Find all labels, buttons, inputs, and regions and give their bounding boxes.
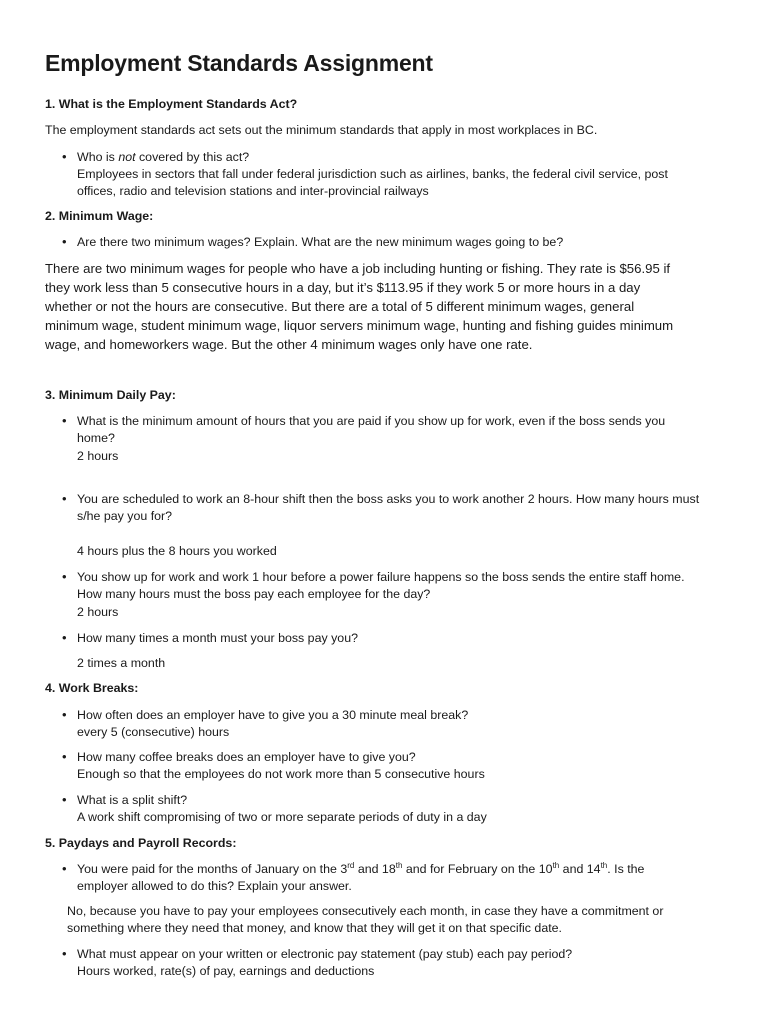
section-4-answer-1: every 5 (consecutive) hours — [77, 725, 230, 739]
section-3-question-1-cont: home? — [77, 431, 115, 445]
section-3-answer-2: 4 hours plus the 8 hours you worked — [77, 544, 277, 558]
section-3-question-4: • How many times a month must your boss pay you? — [77, 629, 737, 647]
section-3-question-2-cont: s/he pay you for? — [77, 509, 173, 523]
section-1-intro: The employment standards act sets out the minimum standards that apply in most workplaces in BC. — [45, 123, 598, 137]
section-2-paragraph-line-4: minimum wage, student minimum wage, liquor servers minimum wage, hunting and fishing guides minimum — [45, 318, 674, 333]
section-1-answer-line-1: Employees in sectors that fall under federal jurisdiction such as airlines, banks, the federal civil service, post — [77, 167, 668, 181]
section-1-answer-line-2: offices, radio and television stations and inter-provincial railways — [77, 184, 429, 198]
section-1-question: • Who is not covered by this act? — [77, 148, 737, 166]
section-4-question-2: • How many coffee breaks does an employer have to give you? — [77, 748, 737, 766]
section-5-answer-2: Hours worked, rate(s) of pay, earnings and deductions — [77, 964, 375, 978]
section-1-heading: 1. What is the Employment Standards Act? — [45, 97, 298, 111]
section-3-heading: 3. Minimum Daily Pay: — [45, 388, 176, 402]
section-3-question-3-cont: How many hours must the boss pay each employee for the day? — [77, 587, 431, 601]
section-5-question-1-cont: employer allowed to do this? Explain your answer. — [77, 879, 352, 893]
section-5-paragraph-line-2: something where they need that money, and know that they will get it on that specific date. — [67, 921, 562, 935]
section-5-heading: 5. Paydays and Payroll Records: — [45, 836, 237, 850]
section-3-question-2: • You are scheduled to work an 8-hour shift then the boss asks you to work another 2 hours. How many hours must — [77, 490, 737, 508]
section-3-answer-1: 2 hours — [77, 449, 119, 463]
section-4-heading: 4. Work Breaks: — [45, 681, 139, 695]
section-3-question-3: • You show up for work and work 1 hour before a power failure happens so the boss sends the entire staff home. — [77, 568, 737, 586]
page-title: Employment Standards Assignment — [45, 50, 433, 76]
section-3-answer-4: 2 times a month — [77, 656, 166, 670]
section-5-question-1: • You were paid for the months of January on the 3rd and 18th and for February on the 10th and 14th. Is the — [77, 860, 737, 878]
section-2-paragraph-line-3: whether or not the hours are consecutive. But there are a total of 5 different minimum wages, general — [45, 299, 635, 314]
section-4-question-3: • What is a split shift? — [77, 791, 737, 809]
section-2-paragraph-line-5: wage, and homeworkers wage. But the other 4 minimum wages only have one rate. — [45, 337, 533, 352]
section-3-answer-3: 2 hours — [77, 605, 119, 619]
section-2-question: • Are there two minimum wages? Explain. What are the new minimum wages going to be? — [77, 233, 737, 251]
section-5-paragraph-line-1: No, because you have to pay your employees consecutively each month, in case they have a commitment or — [67, 904, 664, 918]
section-3-question-1: • What is the minimum amount of hours that you are paid if you show up for work, even if the boss sends you — [77, 412, 737, 430]
section-5-question-2: • What must appear on your written or electronic pay statement (pay stub) each pay period? — [77, 945, 737, 963]
section-2-heading: 2. Minimum Wage: — [45, 209, 154, 223]
section-4-question-1: • How often does an employer have to give you a 30 minute meal break? — [77, 706, 737, 724]
section-2-paragraph-line-2: they work less than 5 consecutive hours in a day, but it’s $113.95 if they work 5 or more hours in a day — [45, 280, 641, 295]
section-4-answer-3: A work shift compromising of two or more separate periods of duty in a day — [77, 810, 487, 824]
section-4-answer-2: Enough so that the employees do not work more than 5 consecutive hours — [77, 767, 485, 781]
section-2-paragraph-line-1: There are two minimum wages for people who have a job including hunting or fishing. They rate is $56.95 if — [45, 261, 671, 276]
